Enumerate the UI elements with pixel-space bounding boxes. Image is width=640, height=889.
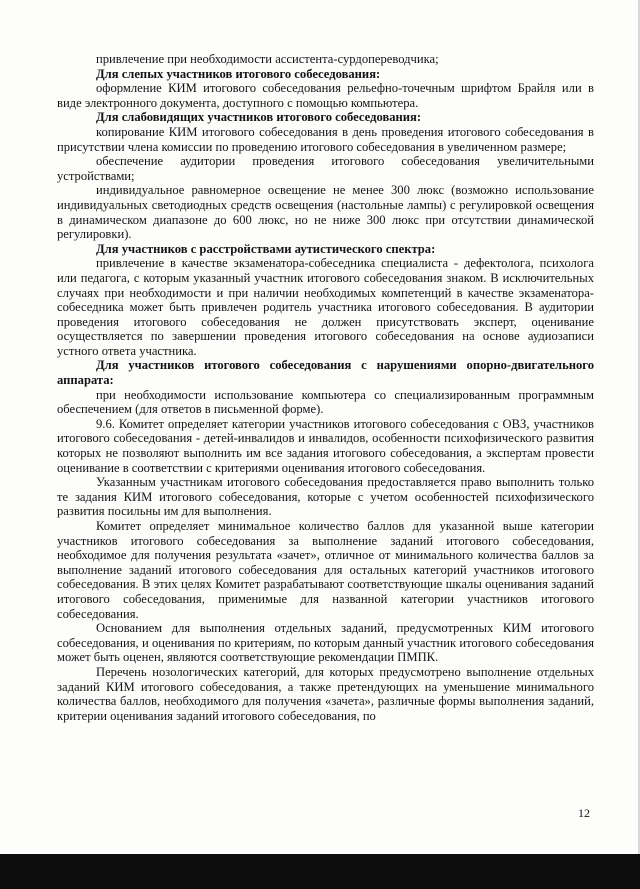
- scan-bottom-band: [0, 854, 640, 889]
- paragraph: Указанным участникам итогового собеседования предоставляется право выполнить только те задания КИМ итогового собеседования, которые с учетом особенностей психофизического развития посильны им для выполнения.: [57, 475, 594, 519]
- paragraph: обеспечение аудитории проведения итогового собеседования увеличительными устройствами;: [57, 154, 594, 183]
- paragraph: при необходимости использование компьютера со специализированным программным обеспечением (для ответов в письменной форме).: [57, 387, 594, 417]
- paragraph: привлечение при необходимости ассистента-сурдопереводчика;: [96, 52, 439, 66]
- paragraph: Основанием для выполнения отдельных заданий, предусмотренных КИМ итогового собеседования, и оценивания по критериям, по которым данный участник итогового собеседования может быть оценен, являются соответствующие рекомендации ПМПК.: [57, 621, 594, 665]
- document-body: [57, 52, 594, 723]
- paragraph: привлечение в качестве экзаменатора-собеседника специалиста - дефектолога, психолога или педагога, с которым указанный участник итогового собеседования знаком. В исключительных случаях при необходимости и при наличии необходимых компетенций в качестве экзаменатора-собеседника может быть привлечен родитель участника итогового собеседования. В аудитории проведения итогового собеседования не должен присутствовать эксперт, оценивание осуществляется по завершении проведения итогового собеседования на основе аудиозаписи устного ответа участника.: [57, 256, 594, 358]
- section-heading: Для слабовидящих участников итогового собеседования:: [96, 110, 422, 125]
- paragraph: индивидуальное равномерное освещение не менее 300 люкс (возможно использование индивидуальных светодиодных средств освещения (настольные лампы) с регулировкой освещения в динамическом диапазоне до 600 люкс, но не ниже 300 люкс при отсутствии динамической регулировки).: [57, 183, 594, 242]
- paragraph: оформление КИМ итогового собеседования рельефно-точечным шрифтом Брайля или в виде электронного документа, доступного с помощью компьютера.: [57, 81, 594, 110]
- section-heading: Для участников итогового собеседования с нарушениями опорно-двигательного аппарата:: [57, 358, 594, 388]
- paragraph: 9.6. Комитет определяет категории участников итогового собеседования с ОВЗ, участников итогового собеседования - детей-инвалидов и инвалидов, особенности психофизического развития которых не позволяют выполнить им все задания итогового собеседования, а экспертам провести оценивание в соответствии с критериями оценивания итогового собеседования.: [57, 416, 594, 475]
- paragraph: копирование КИМ итогового собеседования в день проведения итогового собеседования в присутствии члена комиссии по проведению итогового собеседования в увеличенном размере;: [57, 124, 594, 154]
- paragraph: Перечень нозологических категорий, для которых предусмотрено выполнение отдельных заданий КИМ итогового собеседования, а также претендующих на уменьшение минимального количества баллов, необходимого для получения «зачета», различные формы выполнения заданий, критерии оценивания заданий итогового собеседования, по: [57, 664, 594, 723]
- page-number: 12: [578, 806, 590, 820]
- section-heading: Для участников с расстройствами аутистического спектра:: [96, 241, 436, 256]
- section-heading: Для слепых участников итогового собеседования:: [96, 66, 381, 81]
- paragraph: Комитет определяет минимальное количество баллов для указанной выше категории участников итогового собеседования за выполнение заданий итогового собеседования, необходимое для получения результата «зачет», отличное от минимального количества баллов за выполнение заданий итогового собеседования для остальных категорий участников итогового собеседования. В этих целях Комитет разрабатывают соответствующие шкалы оценивания заданий итогового собеседования, применимые для названной категории участников итогового собеседования.: [57, 519, 594, 621]
